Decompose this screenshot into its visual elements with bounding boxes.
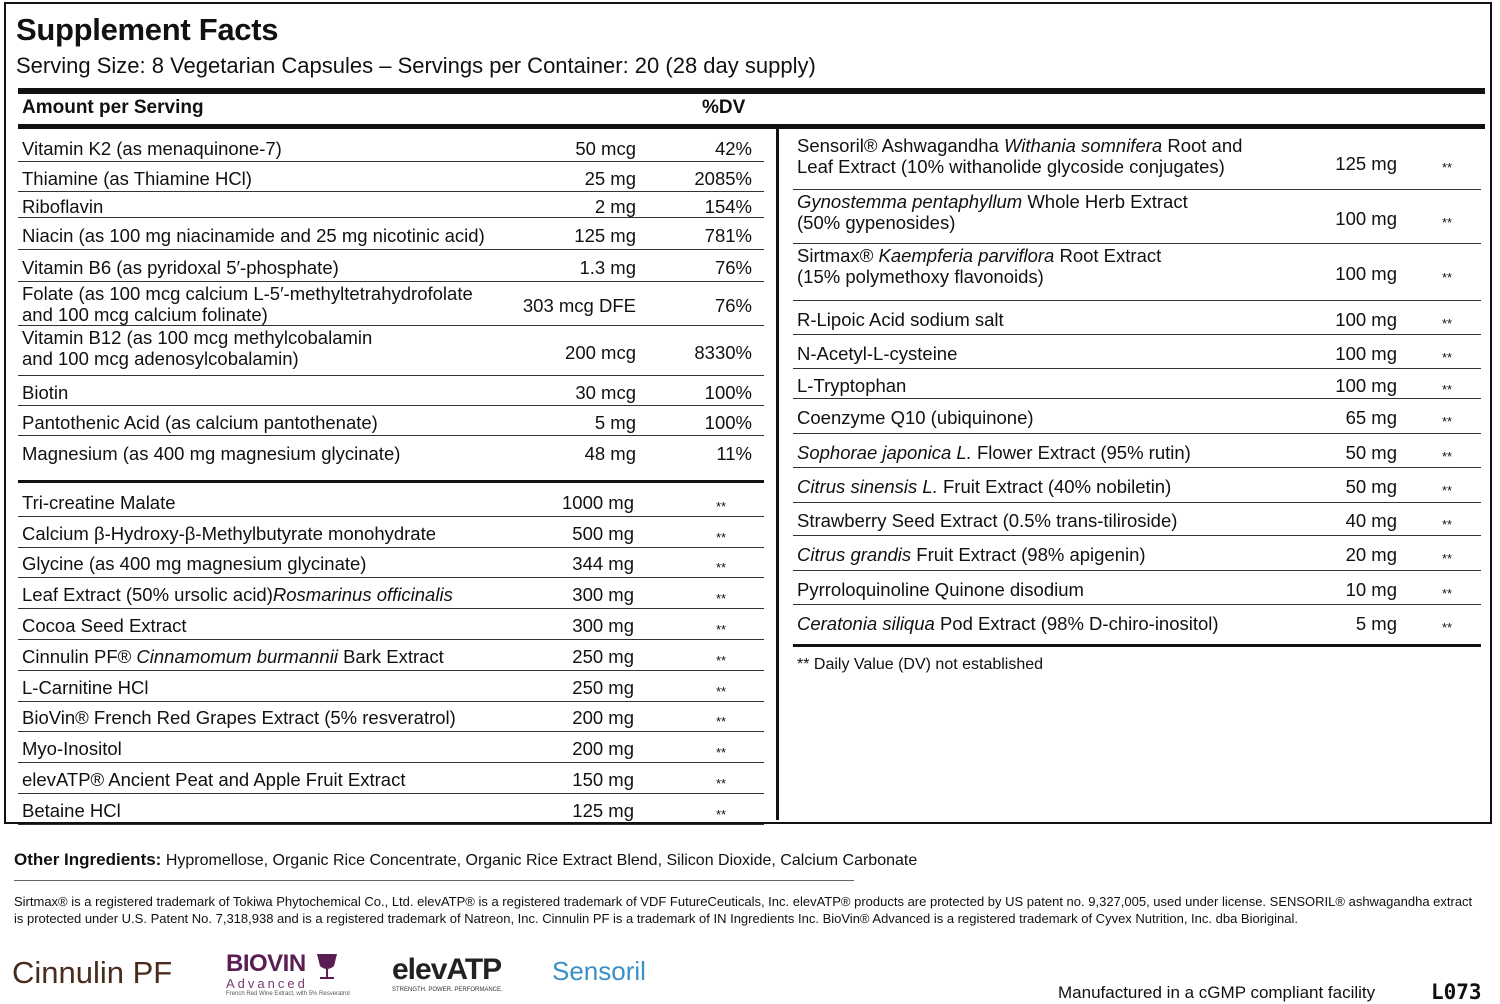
vitamin-row-4-amount: 1.3 mg <box>579 256 636 278</box>
ingredient-right-row-8-dv: ** <box>1441 483 1453 498</box>
ingredient-left-row-2 <box>22 547 762 578</box>
vitamin-row-4-dv: 76% <box>714 256 752 278</box>
ingredient-left-row-2-name: Glycine (as 400 mg magnesium glycinate) <box>22 553 367 575</box>
vitamin-row-9-dv: 11% <box>716 442 752 464</box>
ingredient-left-row-9-amount: 150 mg <box>572 768 634 790</box>
ingredient-left-row-10-dv: ** <box>715 806 727 822</box>
vitamin-row-2-dv: 154% <box>704 195 752 217</box>
ingredient-left-row-4 <box>22 608 762 639</box>
ingredient-right-row-2 <box>797 243 1473 300</box>
biovin-logo <box>226 950 350 997</box>
biovin-logo-text: BIOVIN <box>226 950 306 977</box>
vitamin-row-5-amount: 303 mcg DFE <box>522 294 636 316</box>
ingredient-right-row-1-name: Gynostemma pentaphyllum Whole Herb Extract (50% gypenosides) <box>797 191 1188 233</box>
ingredient-right-row-0-amount: 125 mg <box>1335 152 1397 174</box>
vitamin-row-1 <box>22 161 762 191</box>
ingredient-right-row-1-dv: ** <box>1441 214 1453 230</box>
ingredient-left-row-1-dv: ** <box>715 529 727 545</box>
ingredient-left-row-5-dv: ** <box>715 652 727 668</box>
ingredient-right-row-1-amount: 100 mg <box>1335 207 1397 229</box>
vitamin-row-0 <box>22 131 762 161</box>
elevatp-logo-text: elevATP <box>392 953 502 986</box>
right-bottom-rule <box>793 644 1481 647</box>
ingredient-left-row-1 <box>22 516 762 547</box>
ingredient-left-row-2-dv: ** <box>715 560 727 576</box>
vitamin-row-3-name: Niacin (as 100 mg niacinamide and 25 mg nicotinic acid) <box>22 224 485 246</box>
ingredient-right-row-6-dv: ** <box>1441 414 1453 429</box>
vitamin-row-2 <box>22 191 762 217</box>
ingredient-right-row-12-amount: 5 mg <box>1355 612 1397 634</box>
ingredient-left-row-7-name: BioVin® French Red Grapes Extract (5% resveratrol) <box>22 707 456 729</box>
dv-header: %DV <box>702 97 746 118</box>
vitamin-row-6-amount: 200 mcg <box>565 341 636 363</box>
vitamin-row-7-dv: 100% <box>704 381 752 403</box>
vitamin-row-0-dv: 42% <box>714 137 752 159</box>
ingredient-right-row-7-name: Sophorae japonica L. Flower Extract (95% rutin) <box>797 441 1191 463</box>
ingredient-left-row-9-dv: ** <box>715 775 727 791</box>
lot-code: L073 <box>1431 980 1482 1004</box>
ingredient-left-row-10-amount: 125 mg <box>572 799 634 821</box>
other-ingredients <box>14 850 917 870</box>
top-rule <box>18 88 1485 94</box>
ingredient-right-row-12 <box>797 604 1473 638</box>
ingredient-right-row-6 <box>797 398 1473 433</box>
ingredient-right-row-8-amount: 50 mg <box>1345 476 1397 497</box>
vitamin-row-1-name: Thiamine (as Thiamine HCl) <box>22 167 252 189</box>
cinnulin-logo-text: Cinnulin PF <box>12 955 173 990</box>
elevatp-tag: STRENGTH. POWER. PERFORMANCE. <box>392 987 503 993</box>
ingredient-left-row-4-name: Cocoa Seed Extract <box>22 614 187 636</box>
ingredient-left-row-8-amount: 200 mg <box>572 738 634 760</box>
ingredient-left-row-3-amount: 300 mg <box>572 584 634 606</box>
ingredient-left-row-3-name: Leaf Extract (50% ursolic acid)Rosmarinus officinalis <box>22 584 453 606</box>
vitamin-row-5-name: Folate (as 100 mcg calcium L-5′-methyltetrahydrofolate and 100 mcg calcium folinate) <box>22 283 473 325</box>
ingredient-right-row-10 <box>797 535 1473 570</box>
ingredient-right-row-11-dv: ** <box>1441 585 1453 601</box>
biovin-sub: Advanced <box>226 976 308 991</box>
ingredient-left-row-8-name: Myo-Inositol <box>22 738 122 760</box>
ingredient-right-row-10-dv: ** <box>1441 551 1453 566</box>
ingredient-left-row-1-amount: 500 mg <box>572 522 634 544</box>
manufactured-note: Manufactured in a cGMP compliant facility <box>1058 983 1376 1002</box>
other-ingredients-label: Other Ingredients: <box>14 850 162 869</box>
cinnulin-logo <box>12 955 172 991</box>
vitamin-row-1-dv: 2085% <box>694 167 752 189</box>
ingredient-left-row-7-dv: ** <box>715 714 727 730</box>
column-divider <box>776 127 779 820</box>
ingredient-left-row-0-dv: ** <box>715 498 727 514</box>
ingredient-right-row-5 <box>797 368 1473 398</box>
ingredient-left-row-9 <box>22 762 762 793</box>
vitamin-row-2-name: Riboflavin <box>22 195 104 217</box>
ingredient-right-row-0 <box>797 133 1473 189</box>
vitamin-row-8-amount: 5 mg <box>594 411 636 433</box>
ingredient-right-row-2-dv: ** <box>1441 270 1453 285</box>
ingredient-right-row-7-dv: ** <box>1441 448 1453 464</box>
sensoril-logo-text: Sensoril <box>552 956 646 986</box>
ingredient-right-row-9-dv: ** <box>1441 517 1453 532</box>
vitamin-row-4 <box>22 249 762 281</box>
ingredient-left-row-8 <box>22 731 762 762</box>
ingredient-right-row-12-name: Ceratonia siliqua Pod Extract (98% D-chiro-inositol) <box>797 612 1219 634</box>
ingredient-left-row-1-name: Calcium β-Hydroxy-β-Methylbutyrate monohydrate <box>22 522 437 544</box>
elevatp-logo <box>392 953 512 993</box>
vitamin-row-6 <box>22 325 762 375</box>
vitamins-section-rule <box>18 480 764 483</box>
legal-notice: Sirtmax® is a registered trademark of Tokiwa Phytochemical Co., Ltd. elevATP® is a registered trademark of VDF FutureCeuticals, Inc. elevATP® products are protected by US patent no. 9,327,005, used under license. SENSORIL® ashwagandha extract is protected under U.S. Patent No. 7,318,938 and is a registered trademark of Natreon, Inc. Cinnulin PF is a trademark of IN Ingredients Inc. BioVin® Advanced is a registered trademark of Cyvex Nutrition, Inc. dba Bioriginal. <box>14 894 1473 926</box>
wine-glass-icon <box>314 952 340 982</box>
amount-header: Amount per Serving <box>22 97 204 118</box>
ingredient-left-row-0-name: Tri-creatine Malate <box>22 491 176 513</box>
ingredient-left-row-6-name: L-Carnitine HCl <box>22 676 149 698</box>
ingredient-right-row-11-amount: 10 mg <box>1345 578 1397 600</box>
ingredient-right-row-3-name: R-Lipoic Acid sodium salt <box>797 308 1004 330</box>
vitamin-row-8 <box>22 405 762 435</box>
ingredient-right-row-9-amount: 40 mg <box>1345 510 1397 531</box>
vitamin-row-3 <box>22 217 762 249</box>
ingredient-left-row-5-amount: 250 mg <box>572 645 634 667</box>
ingredient-right-row-6-name: Coenzyme Q10 (ubiquinone) <box>797 407 1034 428</box>
ingredient-left-row-0-amount: 1000 mg <box>562 491 634 513</box>
ingredient-right-row-4-dv: ** <box>1441 349 1453 365</box>
vitamin-row-0-name: Vitamin K2 (as menaquinone-7) <box>22 137 282 159</box>
ingredient-left-row-5 <box>22 639 762 670</box>
ingredient-right-row-3-amount: 100 mg <box>1335 308 1397 330</box>
serving-info: Serving Size: 8 Vegetarian Capsules – Servings per Container: 20 (28 day supply) <box>16 53 816 78</box>
ingredient-right-row-9 <box>797 502 1473 535</box>
ingredient-left-rule <box>18 824 764 825</box>
ingredient-right-row-9-name: Strawberry Seed Extract (0.5% trans-tiliroside) <box>797 510 1178 531</box>
ingredient-right-row-8-name: Citrus sinensis L. Fruit Extract (40% nobiletin) <box>797 476 1172 497</box>
ingredient-right-row-2-name: Sirtmax® Kaempferia parviflora Root Extract (15% polymethoxy flavonoids) <box>797 245 1162 287</box>
vitamin-row-2-amount: 2 mg <box>594 195 636 217</box>
ingredient-right-row-2-amount: 100 mg <box>1335 263 1397 284</box>
ingredient-right-row-8 <box>797 467 1473 502</box>
other-ingredients-rule <box>14 880 854 881</box>
ingredient-right-row-12-dv: ** <box>1441 619 1453 635</box>
vitamin-row-3-amount: 125 mg <box>574 224 636 246</box>
ingredient-left-row-10 <box>22 793 762 824</box>
ingredient-right-row-5-amount: 100 mg <box>1335 374 1397 396</box>
vitamin-row-9-name: Magnesium (as 400 mg magnesium glycinate) <box>22 442 401 464</box>
ingredient-left-row-4-amount: 300 mg <box>572 614 634 636</box>
ingredient-right-row-0-dv: ** <box>1441 159 1453 175</box>
ingredient-right-row-5-name: L-Tryptophan <box>797 374 907 396</box>
ingredient-right-row-0-name: Sensoril® Ashwagandha Withania somnifera Root and Leaf Extract (10% withanolide glycoside conjugates) <box>797 135 1243 177</box>
ingredient-left-row-6-amount: 250 mg <box>572 676 634 698</box>
ingredient-left-row-7-amount: 200 mg <box>572 707 634 729</box>
vitamin-row-3-dv: 781% <box>704 224 752 246</box>
header-rule <box>18 124 1485 129</box>
ingredient-right-row-6-amount: 65 mg <box>1345 407 1397 428</box>
ingredient-left-row-6-dv: ** <box>715 683 727 699</box>
vitamin-row-8-dv: 100% <box>704 411 752 433</box>
ingredient-left-row-6 <box>22 670 762 701</box>
ingredient-left-row-5-name: Cinnulin PF® Cinnamomum burmannii Bark Extract <box>22 645 444 667</box>
vitamin-row-7-amount: 30 mcg <box>575 381 636 403</box>
ingredient-left-row-4-dv: ** <box>715 621 727 637</box>
vitamin-row-1-amount: 25 mg <box>584 167 636 189</box>
ingredient-left-row-8-dv: ** <box>715 745 727 761</box>
vitamin-row-7 <box>22 375 762 405</box>
vitamin-row-6-dv: 8330% <box>694 341 752 363</box>
ingredient-left-row-10-name: Betaine HCl <box>22 799 121 821</box>
vitamin-row-4-name: Vitamin B6 (as pyridoxal 5′-phosphate) <box>22 256 339 278</box>
sensoril-logo <box>552 956 646 987</box>
ingredient-left-row-2-amount: 344 mg <box>572 553 634 575</box>
ingredient-right-row-1 <box>797 189 1473 243</box>
ingredient-right-row-3 <box>797 300 1473 334</box>
panel-title: Supplement Facts <box>16 12 279 47</box>
ingredient-right-row-7-amount: 50 mg <box>1345 441 1397 463</box>
biovin-tag: French Red Wine Extract, with 5% Resveratrol <box>226 991 350 997</box>
ingredient-left-row-9-name: elevATP® Ancient Peat and Apple Fruit Extract <box>22 768 406 790</box>
dv-footnote: ** Daily Value (DV) not established <box>797 656 1044 673</box>
other-ingredients-text: Hypromellose, Organic Rice Concentrate, Organic Rice Extract Blend, Silicon Dioxide, Calcium Carbonate <box>165 852 918 869</box>
vitamin-row-9-amount: 48 mg <box>584 442 636 464</box>
ingredient-right-row-3-dv: ** <box>1441 315 1453 331</box>
ingredient-right-row-11-name: Pyrroloquinoline Quinone disodium <box>797 578 1084 600</box>
vitamin-row-5 <box>22 281 762 325</box>
vitamin-row-9 <box>22 435 762 467</box>
vitamin-row-6-name: Vitamin B12 (as 100 mcg methylcobalamin and 100 mcg adenosylcobalamin) <box>22 327 373 369</box>
ingredient-left-row-3-dv: ** <box>715 591 727 607</box>
ingredient-right-row-5-dv: ** <box>1441 381 1453 397</box>
vitamin-row-7-name: Biotin <box>22 381 69 403</box>
ingredient-right-row-10-amount: 20 mg <box>1345 544 1397 565</box>
ingredient-right-row-10-name: Citrus grandis Fruit Extract (98% apigenin) <box>797 544 1146 565</box>
vitamin-row-5-dv: 76% <box>714 294 752 316</box>
ingredient-right-row-11 <box>797 570 1473 604</box>
vitamin-row-8-name: Pantothenic Acid (as calcium pantothenate) <box>22 411 378 433</box>
ingredient-left-row-0 <box>22 485 762 516</box>
ingredient-right-row-4-amount: 100 mg <box>1335 342 1397 364</box>
ingredient-left-row-3 <box>22 577 762 608</box>
vitamin-row-0-amount: 50 mcg <box>575 137 636 159</box>
ingredient-right-row-4-name: N-Acetyl-L-cysteine <box>797 342 958 364</box>
ingredient-right-row-4 <box>797 334 1473 368</box>
ingredient-right-row-7 <box>797 433 1473 467</box>
ingredient-left-row-7 <box>22 701 762 732</box>
